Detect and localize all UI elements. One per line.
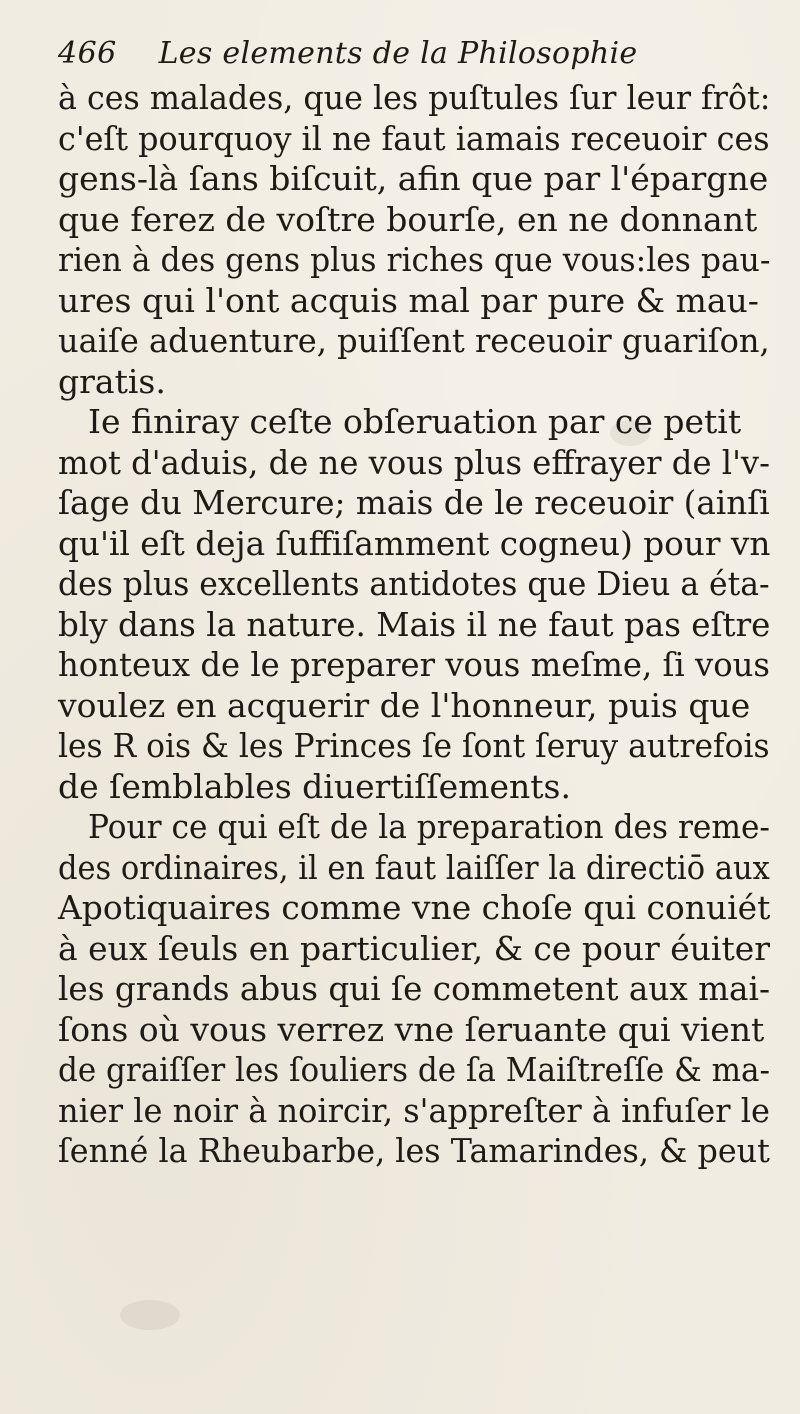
text-line: les R ois & les Princes ſe ſont ſeruy autrefois xyxy=(58,726,770,765)
running-title: Les elements de la Philosophie xyxy=(158,36,638,71)
text-line: nier le noir à noircir, s'appreſter à infuſer le xyxy=(58,1090,770,1130)
body-text xyxy=(58,78,770,1172)
text-line: voulez en acquerir de l'honneur, puis que xyxy=(58,685,751,725)
text-line: ſons où vous verrez vne ſeruante qui vient xyxy=(58,1009,765,1049)
paper-stain xyxy=(120,1300,180,1330)
text-line: des plus excellents antidotes que Dieu a éta- xyxy=(58,564,770,603)
text-line: de graiſſer les ſouliers de ſa Maiſtreſſe & ma- xyxy=(58,1050,770,1089)
text-line: à eux ſeuls en particulier, & ce pour éuiter xyxy=(58,928,770,968)
text-line: bly dans la nature. Mais il ne faut pas eſtre xyxy=(58,604,771,644)
text-line: les grands abus qui ſe commetent aux mai- xyxy=(58,969,770,1008)
text-line: qu'il eſt deja ſuffiſamment cogneu) pour vn xyxy=(58,523,771,563)
text-line: mot d'aduis, de ne vous plus effrayer de l'v- xyxy=(58,442,771,482)
text-line: des ordinaires, il en faut laiſſer la directiō aux xyxy=(58,847,770,887)
text-line: honteux de le preparer vous meſme, ſi vous xyxy=(58,645,770,684)
page-number: 466 xyxy=(58,36,117,71)
text-line: rien à des gens plus riches que vous:les pau- xyxy=(58,240,771,279)
text-line: gens-là ſans biſcuit, afin que par l'épargne xyxy=(58,159,769,198)
page-header xyxy=(58,30,738,74)
text-line: à ces malades, que les puſtules ſur leur frôt: xyxy=(58,78,771,117)
text-line: Apotiquaires comme vne choſe qui conuiét xyxy=(58,888,771,927)
text-line: que ferez de voſtre bourſe, en ne donnant xyxy=(58,199,758,239)
text-line: c'eſt pourquoy il ne faut iamais receuoir ces xyxy=(58,118,770,158)
text-line: de ſemblables diuertiſſements. xyxy=(58,766,571,806)
text-line: gratis. xyxy=(58,361,166,401)
text-line: ſage du Mercure; mais de le receuoir (ainſi xyxy=(58,483,770,522)
text-line: ures qui l'ont acquis mal par pure & mau- xyxy=(58,280,759,320)
text-line: Ie finiray ceſte obſeruation par ce petit xyxy=(88,402,742,441)
text-line: ſenné la Rheubarbe, les Tamarindes, & peut xyxy=(58,1131,770,1170)
text-line: uaiſe aduenture, puiſſent receuoir guariſon, xyxy=(58,321,770,360)
text-line: Pour ce qui eſt de la preparation des reme- xyxy=(88,807,770,846)
